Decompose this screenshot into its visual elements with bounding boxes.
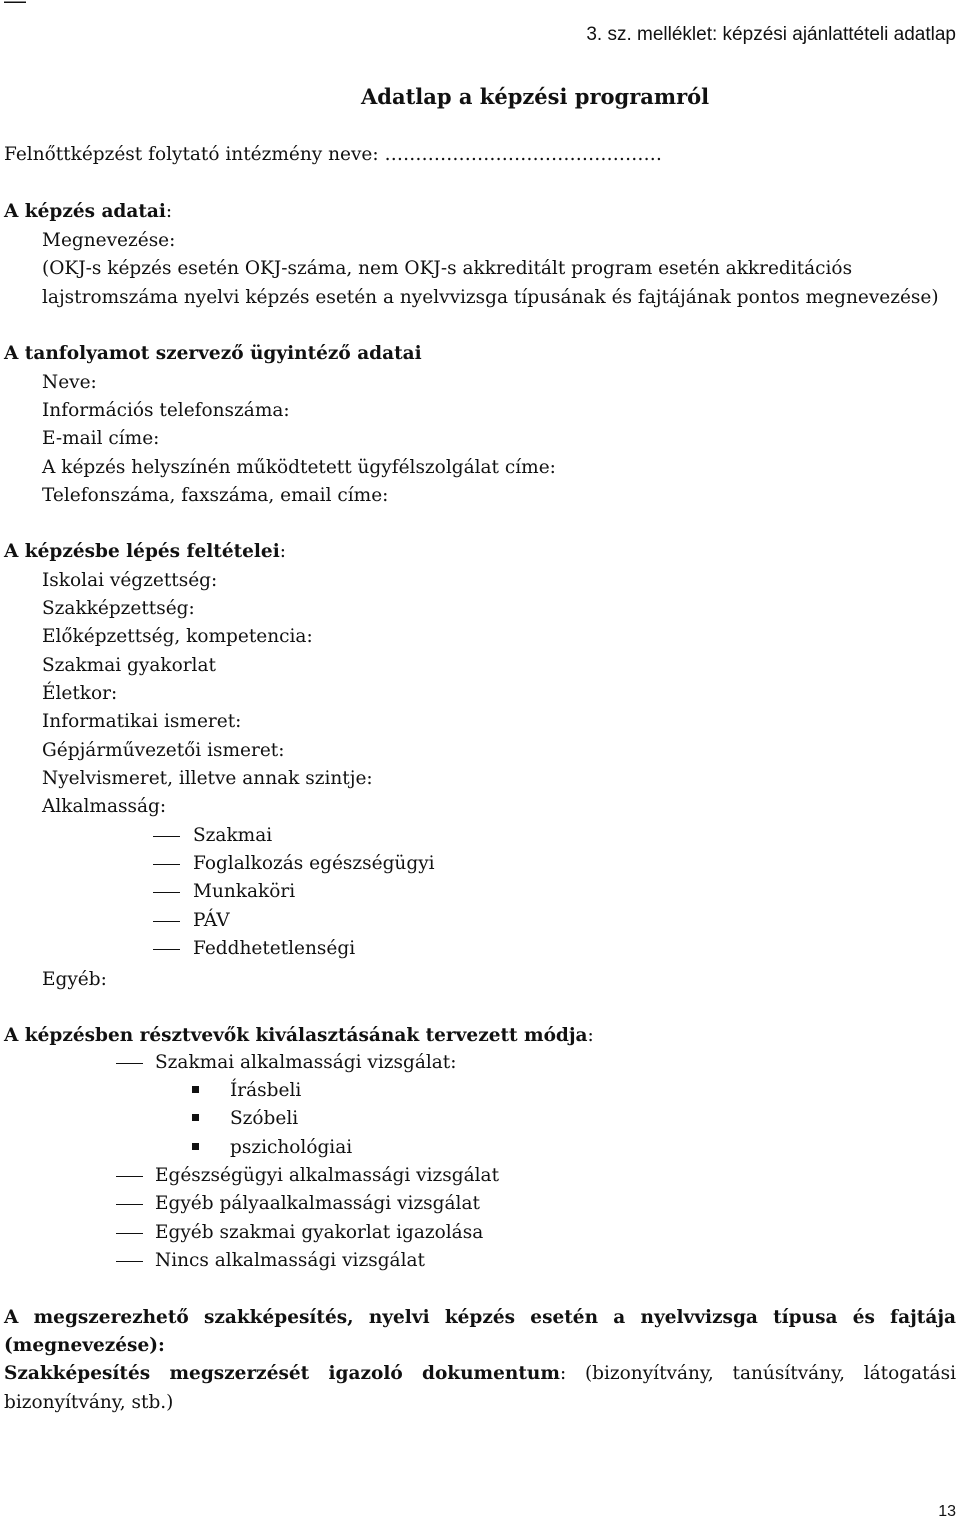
organizer-field-contacts: Telefonszáma, faxszáma, email címe: (42, 485, 389, 506)
selection-sub-item-label: Írásbeli (230, 1080, 302, 1101)
aptitude-item (153, 935, 355, 963)
institution-dots: ……………………………………… (384, 144, 662, 165)
selection-item-label: Nincs alkalmassági vizsgálat (155, 1250, 425, 1271)
dash-bullet-icon (153, 892, 180, 893)
selection-heading-text: A képzésben résztvevők kiválasztásának tervezett módja (4, 1025, 588, 1046)
selection-item (116, 1190, 480, 1218)
organizer-field-email: E-mail címe: (42, 428, 160, 449)
selection-sub-item (192, 1105, 298, 1133)
organizer-field-phone: Információs telefonszáma: (42, 400, 290, 421)
training-name-label: Megnevezése: (42, 230, 176, 251)
aptitude-item-label: Foglalkozás egészségügyi (193, 853, 435, 874)
training-data-heading-text: A képzés adatai (4, 201, 166, 222)
qualification-line-2: (megnevezése): (4, 1335, 165, 1356)
certificate-examples: : (bizonyítvány, tanúsítvány, látogatási (559, 1363, 957, 1384)
selection-heading (4, 1022, 594, 1050)
square-bullet-icon (192, 1086, 199, 1093)
condition-language: Nyelvismeret, illetve annak szintje: (42, 768, 373, 789)
condition-qualification: Szakképzettség: (42, 598, 195, 619)
certificate-heading: Szakképesítés megszerzését igazoló dokumentum (4, 1363, 560, 1384)
organizer-heading: A tanfolyamot szervező ügyintéző adatai (4, 343, 422, 364)
dash-bullet-icon (116, 1233, 143, 1234)
page-number: 13 (938, 1503, 956, 1520)
condition-other: Egyéb: (42, 969, 107, 990)
selection-item (116, 1049, 456, 1077)
entry-conditions-heading (4, 538, 286, 566)
selection-sub-item (192, 1077, 301, 1105)
condition-competence: Előképzettség, kompetencia: (42, 626, 313, 647)
entry-conditions-colon: : (279, 541, 286, 562)
selection-item-label: Egyéb szakmai gyakorlat igazolása (155, 1222, 484, 1243)
condition-driving: Gépjárművezetői ismeret: (42, 740, 285, 761)
qualification-line-1: A megszerezhető szakképesítés, nyelvi képzés esetén a nyelvvizsga típusa és fajtája (4, 1307, 956, 1328)
selection-colon: : (587, 1025, 594, 1046)
dash-bullet-icon (153, 921, 180, 922)
aptitude-item-label: Munkaköri (193, 881, 296, 902)
square-bullet-icon (192, 1143, 199, 1150)
selection-sub-item (192, 1134, 352, 1162)
organizer-field-name: Neve: (42, 372, 97, 393)
dash-bullet-icon (116, 1176, 143, 1177)
condition-education: Iskolai végzettség: (42, 570, 218, 591)
selection-sub-item-label: pszichológiai (230, 1137, 353, 1158)
institution-label: Felnőttképzést folytató intézmény neve: (4, 144, 379, 165)
aptitude-item-label: Feddhetetlenségi (193, 938, 356, 959)
training-data-heading (4, 198, 172, 226)
organizer-field-service-address: A képzés helyszínén működtetett ügyfélszolgálat címe: (42, 457, 556, 478)
corner-dash-mark: — (4, 0, 26, 13)
selection-item-label: Szakmai alkalmassági vizsgálat: (155, 1052, 457, 1073)
document-title: Adatlap a képzési programról (361, 84, 710, 109)
dash-bullet-icon (153, 949, 180, 950)
aptitude-item (153, 907, 230, 935)
certificate-line-1 (4, 1360, 956, 1388)
dash-bullet-icon (116, 1063, 143, 1064)
annex-label: 3. sz. melléklet: képzési ajánlattételi adatlap (586, 24, 956, 45)
aptitude-item (153, 850, 435, 878)
selection-item-label: Egészségügyi alkalmassági vizsgálat (155, 1165, 500, 1186)
aptitude-item (153, 822, 272, 850)
condition-it-knowledge: Informatikai ismeret: (42, 711, 242, 732)
aptitude-item-label: Szakmai (193, 825, 273, 846)
dash-bullet-icon (116, 1204, 143, 1205)
entry-conditions-heading-text: A képzésbe lépés feltételei (4, 541, 280, 562)
condition-aptitude: Alkalmasság: (42, 796, 167, 817)
square-bullet-icon (192, 1114, 199, 1121)
training-data-colon: : (165, 201, 173, 222)
condition-age: Életkor: (42, 683, 118, 704)
selection-item (116, 1162, 499, 1190)
dash-bullet-icon (116, 1261, 143, 1262)
aptitude-item-label: PÁV (193, 910, 230, 931)
certificate-line-2: bizonyítvány, stb.) (4, 1392, 174, 1413)
selection-sub-item-label: Szóbeli (230, 1108, 299, 1129)
dash-bullet-icon (153, 836, 180, 837)
training-note-line-1: (OKJ-s képzés esetén OKJ-száma, nem OKJ-s akkreditált program esetén akkreditációs (42, 258, 853, 279)
training-note-line-2: lajstromszáma nyelvi képzés esetén a nyelvvizsga típusának és fajtájának pontos megnevezése) (42, 287, 939, 308)
dash-bullet-icon (153, 864, 180, 865)
selection-item-label: Egyéb pályaalkalmassági vizsgálat (155, 1193, 480, 1214)
institution-line (4, 141, 662, 169)
selection-item (116, 1247, 425, 1275)
aptitude-item (153, 878, 295, 906)
condition-practice: Szakmai gyakorlat (42, 655, 216, 676)
selection-item (116, 1219, 483, 1247)
